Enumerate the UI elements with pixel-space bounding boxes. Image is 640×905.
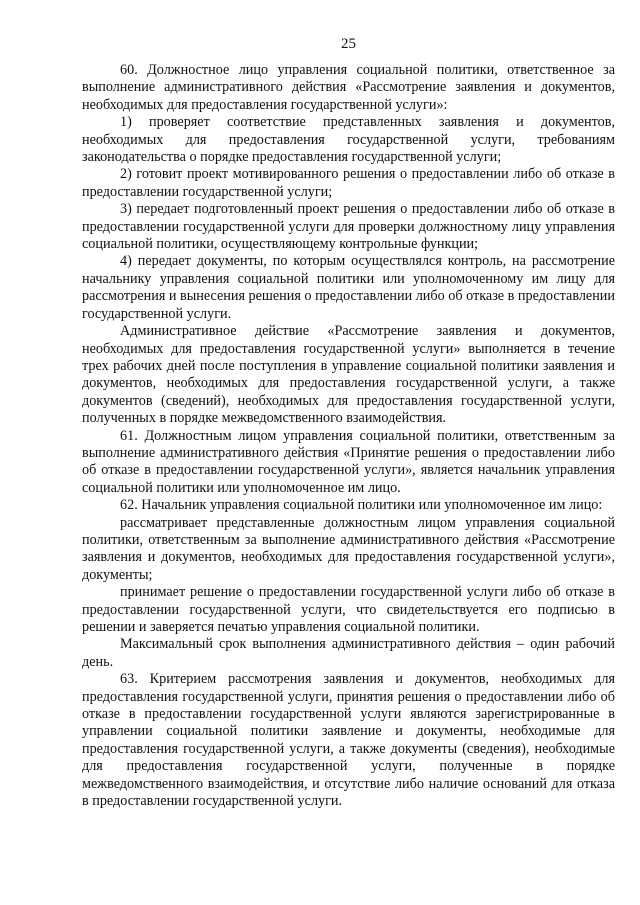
paragraph-63: 63. Критерием рассмотрения заявления и документов, необходимых для предоставления государственной услуги, принятия решения о предоставлении либо об отказе в предоставлении государственной услуги являются зарегистрированные в управлении социальной политики заявление и документы, необходимые для предоставления государственной услуги, а также документы (сведения), необходимые для предоставления государственной услуги, полученные в порядке межведомственного взаимодействия, и отсутствие либо наличие оснований для отказа в предоставлении государственной услуги. [82, 671, 615, 810]
paragraph-62-item-review: рассматривает представленные должностным лицом управления социальной политики, ответственным за выполнение административного действия «Рассмотрение заявления и документов, необходимых для предоставления государственной услуги», документы; [82, 514, 615, 583]
paragraph-61: 61. Должностным лицом управления социальной политики, ответственным за выполнение административного действия «Принятие решения о предоставлении либо об отказе в предоставлении государственной услуги», является начальник управления социальной политики или уполномоченное им лицо. [82, 427, 615, 496]
paragraph-deadline-decision: Максимальный срок выполнения административного действия – один рабочий день. [82, 636, 615, 670]
paragraph-60-item-4: 4) передает документы, по которым осуществлялся контроль, на рассмотрение начальнику управления социальной политики или уполномоченному им лицу для рассмотрения и вынесения решения о предоставлении либо об отказе в предоставлении государственной услуги. [82, 253, 615, 322]
paragraph-deadline-review: Административное действие «Рассмотрение заявления и документов, необходимых для предоставления государственной услуги» выполняется в течение трех рабочих дней после поступления в управление социальной политики заявления и документов, необходимых для предоставления государственной услуги, а также документов (сведений), необходимых для предоставления государственной услуги, полученных в порядке межведомственного взаимодействия. [82, 323, 615, 427]
paragraph-60: 60. Должностное лицо управления социальной политики, ответственное за выполнение административного действия «Рассмотрение заявления и документов, необходимых для предоставления государственной услуги»: [82, 62, 615, 113]
paragraph-60-item-2: 2) готовит проект мотивированного решения о предоставлении либо об отказе в предоставлении государственной услуги; [82, 166, 615, 200]
paragraph-62-item-decision: принимает решение о предоставлении государственной услуги либо об отказе в предоставлении государственной услуги, что свидетельствуется его подписью в решении и заверяется печатью управления социальной политики. [82, 584, 615, 635]
paragraph-60-item-3: 3) передает подготовленный проект решения о предоставлении либо об отказе в предоставлении государственной услуги для проверки должностному лицу управления социальной политики, осуществляющему контрольные функции; [82, 201, 615, 253]
paragraph-60-item-1: 1) проверяет соответствие представленных заявления и документов, необходимых для предоставления государственной услуги, требованиям законодательства о порядке предоставления государственной услуги; [82, 114, 615, 166]
paragraph-62: 62. Начальник управления социальной политики или уполномоченное им лицо: [120, 497, 603, 514]
document-page [82, 34, 615, 810]
page-number: 25 [341, 36, 356, 52]
